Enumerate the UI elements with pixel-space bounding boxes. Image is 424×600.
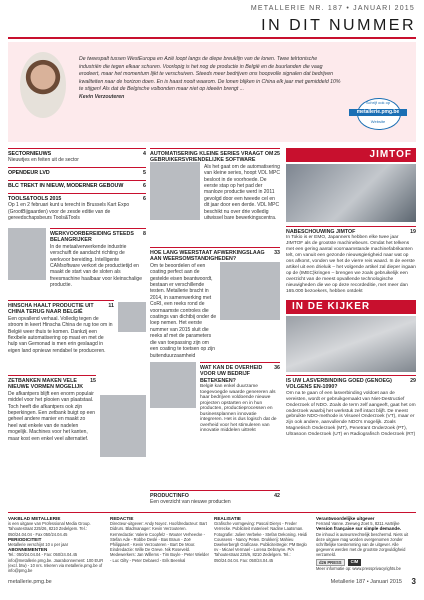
colophon-heading: REDACTIE [110,516,134,521]
toc-subtitle: Nieuwtjes en feiten uit de sector [8,157,79,163]
toc-page: 6 [143,196,146,203]
colophon-heading: Version française sur simple demande. [316,526,402,532]
article-page: 15 [90,378,96,384]
toc-title: BLC TREKT IN NIEUW, MODERNER GEBOUW [8,183,124,190]
article-page: 25 [274,151,280,157]
article-page: 29 [410,378,416,384]
article-body: Om te beoordelen of een coating perfect aan de gestelde eisen beantwoordt, bestaan er verschillende testen. Metallerie bracht in 2014, in samenwerking met CoRI, een reeks rond de voornaamste controles die coatings van dichtbij onder de loep nemen. Het eerste nummer van 2015 sluit die reeks af met de parameters die van toepassing zijn om een coating te toetsen op zijn buitenduurzaamheid [150,262,217,359]
article-title: NABESCHOUWING JIMTOF [286,229,356,235]
article-productinfo[interactable] [150,490,280,506]
logo-top-text: Schrijf ook op [365,100,391,105]
issue-meta: METALLERIE NR. 187 • JANUARI 2015 [250,5,415,12]
website-logo[interactable] [349,98,407,128]
toc-item[interactable] [8,193,146,221]
article-page: 11 [108,303,114,309]
footer [8,577,416,591]
logo-name: metallerie.pmg.be [349,109,407,116]
article-body: Een overzicht van nieuwe producten [150,499,231,506]
editorial-signature: Kevin Verzouteren [79,93,125,100]
kijker-photo [286,316,416,372]
page-title: IN DIT NUMMER [261,17,416,34]
article-title: WAT KAN DE OVERHEID VOOR UW BEDRIJF BETEKENEN? [200,365,263,384]
article-page: 33 [274,250,280,256]
toc-page: 5 [143,170,146,177]
article-body: In de metaalverwerkende industrie verschuift de aandacht richting de werkvoor bereiding. Intelligente CAMsoftware verkort de productietijd en maakt de start van de sloten als freesmachine haalbaar voor kleinschalige productie. [50,243,142,289]
toc-title: SECTORNIEUWS [8,151,52,157]
page-number: 3 [411,577,416,586]
colophon-text: Tel.: 050/24.04.04 - Fax: 050/24.04.45 info@metallerie.pmg.be. Jaarabonnement: 100 EUR (excl. btw) - 10 nrs. Inkeren via metallerie.pmg.be of info@pmg.be [8,552,104,574]
logo-bottom-text: Website [370,119,386,124]
colophon-legal [316,516,416,571]
article-zetbank[interactable] [8,375,96,442]
colophon-production [214,516,312,563]
colophon-text: De inhoud is auteursrechtelijk beschermd. Niets uit deze uitgave mag worden overgenomen zonder schriftelijke toestemming van de uitgever. Alle gegevens werden met de grootste zorgvuldigheid verzameld. [316,531,409,558]
section-header-jimtof: JIMTOF [286,148,416,162]
article-thumbnail [220,262,280,320]
colophon-text: Grafische vormgeving: Pascal Dierys - Freder Verrecke. Publiciteit materieel: Nadine Laatsman. Fotografie: Julien Verbeke - Stefan Dekoning. Heidi Coussens - Nancy Peten. Drukkerij: Mahieu Dwelverbergh Graficase. Publiciteitregie: PM Beglo nv - Micael Vermael - Lorena Debrayne. P/A Tahoutestraat 225/6, 8210 Zedelgem. Tel.: 050/24.04.04. Fax: 050/24.04.45 [214,521,308,563]
press-logo: d26 PRESS [316,559,345,566]
cim-logo: CIM [348,559,362,566]
header-rule [8,37,416,39]
article-page: 8 [143,231,146,237]
article-body: Om na te gaan of een lasverbinding voldoet aan de vereisten, wordt er gebruikgemaakt van Niet-Destructief Onderzoek of NDO. Zoals de term zelf aangeeft, gaat het om onderzoek waarbij het werkstuk zelf intact blijft. De meest gebruikte NDO-methode is Visueel Onderzoek (VT), maar er zijn ook andere, aanvullende NDO's mogelijk. Zoals Magnetisch Onderzoek (MT), Penetrant Onderzoek (PT), Ultrasoon Onderzoek (UT) en Radiografisch Onderzoek (RT) [286,390,416,438]
article-body: In Tokio is er EMO, Japanners hebben elke twee jaar JIMTOF als de grootste machinebeurs. Omdat het telkens met een gering aantal voornaamstande machinefabrikanten telt, om vanuit een gezonde nieuwsgierigheid naar wat op ons afkomt, vonden we het de vierre reis waard. In de eerste artikel uit een drieluik – het volgende artikel zal dieper ingaan op de (IMEC)kringen – brengen we zoals gebruikelijk een overzicht van de meest opvallende technologische nieuwigheden die we op deze recordeditie, met meer dan 165.000 bezoekers, hebben ontdekt [286,235,416,294]
colophon-heading: VAKBLAD METALLERIE [8,516,61,521]
toc-item[interactable] [8,148,146,163]
article-title: AUTOMATISERING KLEINE SERIES VRAAGT OM GEBRUIKERSVRIENDELIJKE SOFTWARE [150,151,274,164]
article-body: De afkantpers blijft een enorm populair middel voor het plooien van plaatstaal. Toch heeft die afkantpers ook zijn beperkingen. Een zetbank buigt op een geheel andere manier en maakt zo heel wat enkele van de nadelen mogelijk. Machines voor het kanten, maar kost een enkel veel alternatief. [8,390,96,442]
article-thumbnail [150,362,196,408]
toc-item[interactable] [8,167,146,176]
article-title: IS UW LASVERBINDING GOED (GENOEG) VOLGENS EN-1090? [286,378,392,391]
article-page: 42 [274,493,280,499]
toc-title: OPENDEUR LVD [8,170,50,177]
article-title: HINSCHA HAALT PRODUCTIE UIT CHINA TERUG NAAR BELGIË [8,303,94,316]
article-thumbnail [8,228,46,280]
colophon-heading: ABONNEMENTEN [8,547,48,553]
toc-subtitle: Op 1 en 2 februari kunt u terecht in Brussels Kart Expo (GrootBijgaarden) voor de zesde editie van de gereedschapsbeurs Tools&Tools [8,202,130,222]
article-autom[interactable] [150,148,280,221]
colophon-text: Directeur-uitgever: Andy Noyez. Hoofdredacteur: Bart Didrurs. Bladmanager: Kevin Verzouteren. Kernredactie: Valerie Coopfelz - Wouter Verheecke - Stefan Ade - Robbe Deslé - Bas Braun - Zoë Philippaert - Kevin Verzouteren - Bart De Moor. Eindredactie: Wille De Greve. Nik Roseveld. Medewerkers: Jan Willems - Tim Buyle - Peter Wielder - Luc Gilty - Peter Debaerd - Erik Beenkal [110,521,209,563]
article-title: HOE LANG WEERSTAAT AFWERKINGSLAAG AAN WEERSOMSTANDIGHEDEN? [150,250,265,263]
article-hinsch[interactable] [8,300,114,354]
article-body: Een opvallend verhaal. Volledig tegen de stroom in keert Hinscha China de rug toe om in België weer thuis te komen. Dankzij een flexibele automatisering op maat en met de hulp van Gemonad is men erin geslaagd in eigen land opnieuw rendabel te produceren. [8,315,113,354]
article-overheid[interactable] [200,362,280,434]
article-thumbnail [118,302,146,332]
colophon-publisher [8,516,106,573]
toc-title: TOOLS&TOOLS 2015 [8,196,62,203]
article-werkvoor[interactable] [50,228,146,289]
colophon-heading: Verantwoordelijke uitgever [316,516,375,521]
article-nuco[interactable] [286,375,416,438]
article-title: PRODUCTINFO [150,493,189,499]
colophon-text: Meer informatie op: www.pressprivacyrights.be [316,565,401,571]
author-portrait [20,52,66,118]
toc-page: 6 [143,183,146,190]
article-page: 19 [410,229,416,235]
colophon-heading: REALISATIE [214,516,241,521]
editorial [79,56,341,102]
article-body: Als het gaat om de automatisering van kleine series, hoopt VDL MPC besloot in de voorhoede. De eerste stap op het pad der manloze productie werd in 2011 gevolgd door een tweede cel en dit jaar door een derde. VDL MPC beschikt nu over drie volledig uitwissel bare bewerkingscentra. [204,163,280,222]
colophon-heading: PERIODICITEIT [8,536,42,542]
toc-item[interactable] [8,180,146,189]
article-thumbnail [100,395,146,457]
section-header-kijker: IN DE KIJKER [286,300,416,314]
footer-website[interactable]: metallerie.pmg.be [8,579,52,585]
colophon-editorial [110,516,210,563]
article-jimtof[interactable] [286,226,416,294]
editorial-text: De tweespalt tussen WestEuropa en Azië loopt langs de diepe breuklijn van de lonen. Twee telrtonische industriën die tegen elkaar schuren. Voorlopig is het nog de productie in België en de buurlanden die vaag erodeert, maar het momentum lijkt te verschuiven. Steeds meer bedrijven ons hoopvolle signalen dat bedrijven kwaliteiten naar de horizon doen. En is haast nooit waarom. De lonen blijken in China elk jaar met gemiddeld 10% te stijgen! Als dat de Belgische volbonden maar niet op ideeën brengt ... [79,56,341,93]
article-body: België kan enkel duurzame toegevoegde waarde genereren als haar bedrijven voldoende nieuwe projecten opstarten en in hun producten, productieprocessen en businessplannen innovatie integreren. Het is dus logisch dat de overheid voor het stimuleren van innovatie middelen uittrekt [200,384,277,434]
article-page: 36 [274,365,280,371]
colophon-text: is een uitgave van Professional Media Group. Tahoutestraat 225/26, 8210 Zedelgem. Tel.: 050/24.04.04 - Fax 050/24.04.45 [8,521,91,537]
article-title: WERKVOORBEREIDING STEEDS BELANGRIJKER [50,231,134,244]
article-title: ZETBANKEN MAKEN VELE NIEUWE VORMEN MOGELIJK [8,378,84,391]
footer-issue: Metallerie 187 • Januari 2015 [330,579,402,585]
colophon-text: Metallerie verschijnt 10 x per jaar [8,542,69,548]
colophon-text: Ferrand Vanne. Zeeweg Zoet 5, 8211 Aartrijke [316,521,400,527]
toc-page: 4 [143,151,146,157]
toc-list [8,148,146,226]
jimtof-photo [286,164,416,222]
